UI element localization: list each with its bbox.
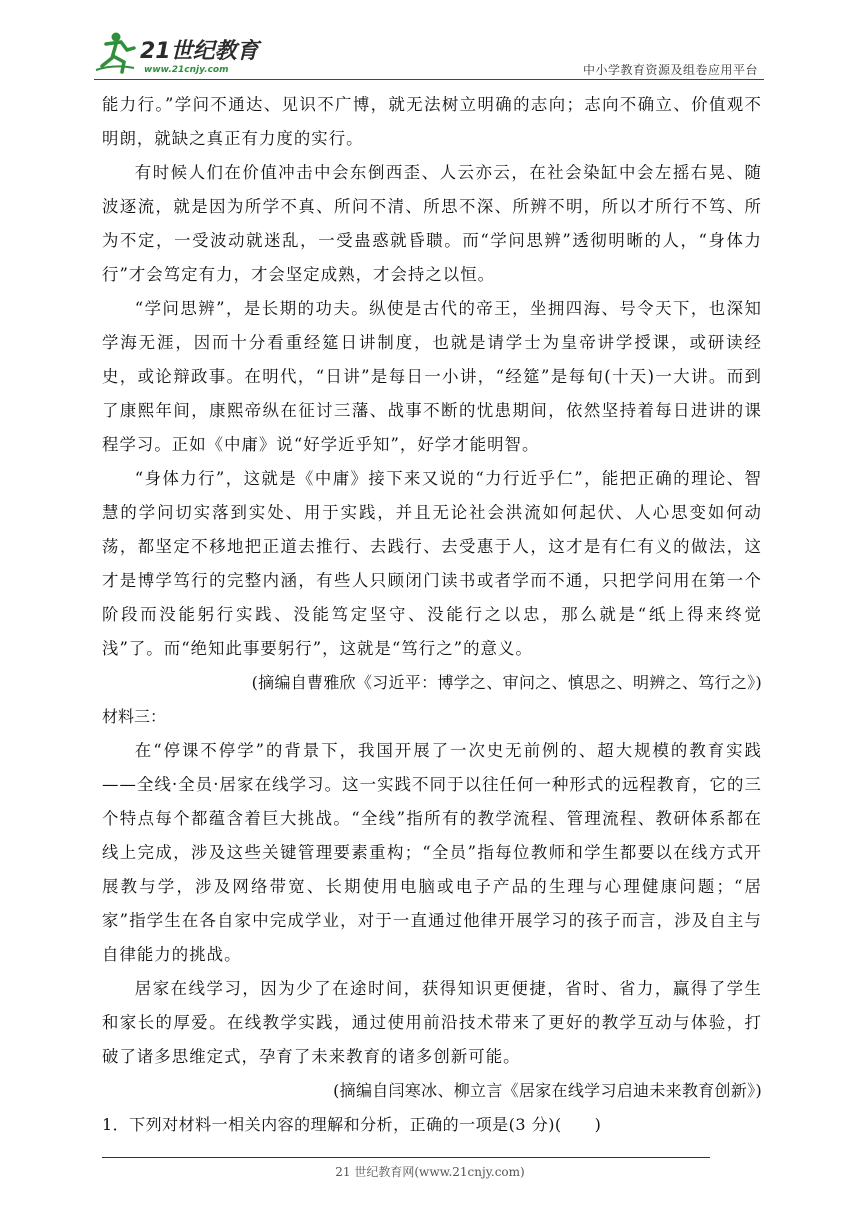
question-1: 1．下列对材料一相关内容的理解和分析，正确的一项是(3 分)( ) xyxy=(102,1115,602,1134)
page-header xyxy=(94,28,764,84)
paragraph-continuation: 能力行。”学问不通达、见识不广博，就无法树立明确的志向；志向不确立、价值观不明朗，就缺之真正有力度的实行。 xyxy=(102,95,762,148)
source-citation-2: (摘编自曹雅欣《习近平：博学之、审问之、慎思之、明辨之、笃行之》) xyxy=(251,673,762,692)
logo-text: 21世纪教育 xyxy=(140,39,259,64)
header-divider xyxy=(94,79,764,80)
material-3-label: 材料三： xyxy=(102,707,167,726)
footer-site: 21 世纪教育网(www.21cnjy.com) xyxy=(335,1165,525,1179)
paragraph: 居家在线学习，因为少了在途时间，获得知识更便捷，省时、省力，赢得了学生和家长的厚爱。在线教学实践，通过使用前沿技术带来了更好的教学互动与体验，打破了诸多思维定式，孕育了未来教育的诸多创新可能。 xyxy=(102,979,762,1066)
footer-divider xyxy=(102,1157,710,1158)
paragraph: 在“停课不停学”的背景下，我国开展了一次史无前例的、超大规模的教育实践——全线·全员·居家在线学习。这一实践不同于以往任何一种形式的远程教育，它的三个特点每个都蕴含着巨大挑战。“全线”指所有的教学流程、管理流程、教研体系都在线上完成，涉及这些关键管理要素重构；“全员”指每位教师和学生都要以在线方式开展教与学，涉及网络带宽、长期使用电脑或电子产品的生理与心理健康问题；“居家”指学生在各自家中完成学业，对于一直通过他律开展学习的孩子而言，涉及自主与自律能力的挑战。 xyxy=(102,741,762,964)
paragraph: “身体力行”，这就是《中庸》接下来又说的“力行近乎仁”，能把正确的理论、智慧的学问切实落到实处、用于实践，并且无论社会洪流如何起伏、人心思变如何动荡，都坚定不移地把正道去推行、去践行、去受惠于人，这才是有仁有义的做法，这才是博学笃行的完整内涵，有些人只顾闭门读书或者学而不通，只把学问用在第一个阶段而没能躬行实践、没能笃定坚守、没能行之以忠，那么就是“纸上得来终觉浅”了。而“绝知此事要躬行”，这就是“笃行之”的意义。 xyxy=(102,469,762,658)
article-body xyxy=(102,88,762,1142)
source-citation-3: (摘编自闫寒冰、柳立言《居家在线学习启迪未来教育创新》) xyxy=(333,1081,762,1100)
logo-21cnjy xyxy=(94,28,264,80)
paragraph: “学问思辨”，是长期的功夫。纵使是古代的帝王，坐拥四海、号令天下，也深知学海无涯，因而十分看重经筵日讲制度，也就是请学士为皇帝讲学授课，或研读经史，或论辩政事。在明代，“日讲”是每日一小讲，“经筵”是每旬(十天)一大讲。而到了康熙年间，康熙帝纵在征讨三藩、战事不断的忧患期间，依然坚持着每日进讲的课程学习。正如《中庸》说“好学近乎知”，好学才能明智。 xyxy=(102,299,762,454)
logo-url: www.21cnjy.com xyxy=(144,65,229,75)
runner-icon xyxy=(96,33,134,73)
paragraph: 有时候人们在价值冲击中会东倒西歪、人云亦云，在社会染缸中会左摇右晃、随波逐流，就是因为所学不真、所问不清、所思不深、所辨不明，所以才所行不笃、所为不定，一受波动就迷乱，一受蛊惑就昏聩。而“学问思辨”透彻明晰的人，“身体力行”才会笃定有力，才会坚定成熟，才会持之以恒。 xyxy=(102,163,762,284)
platform-title: 中小学教育资源及组卷应用平台 xyxy=(582,63,758,77)
